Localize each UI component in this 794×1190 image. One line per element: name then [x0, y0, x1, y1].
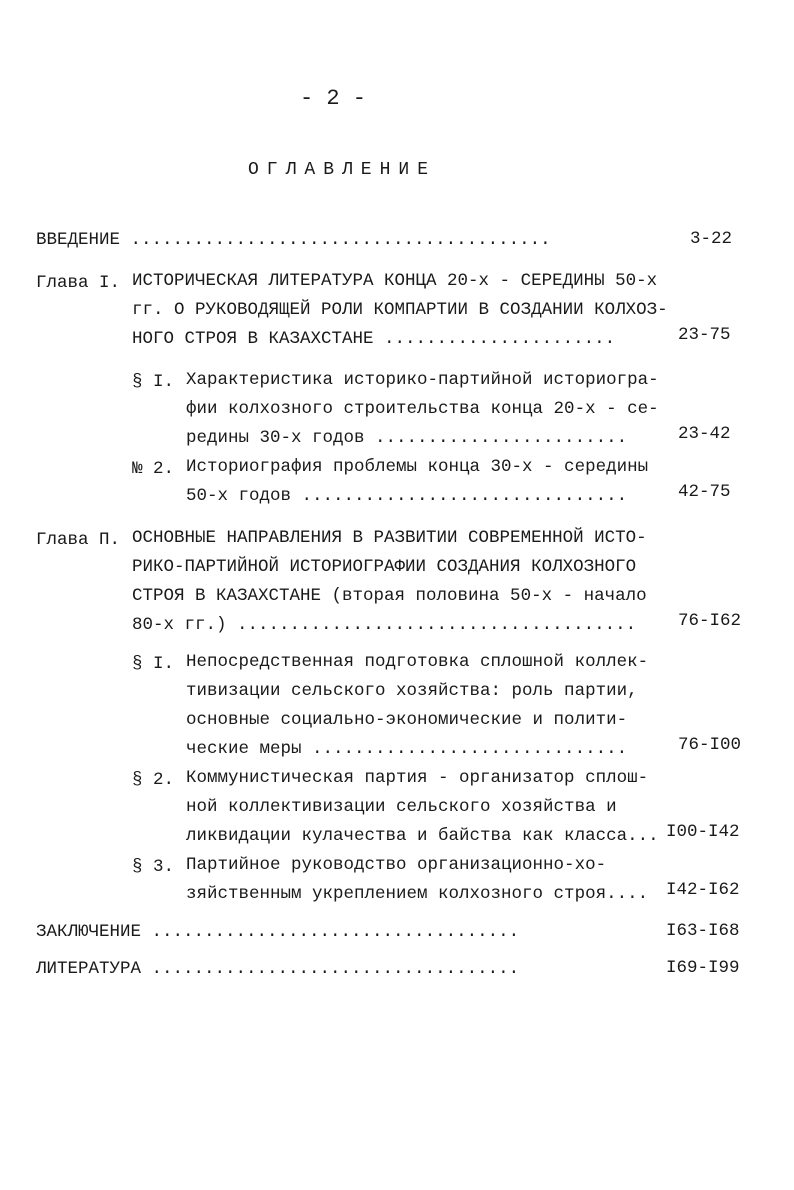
toc-pages: 76-I62	[678, 611, 742, 631]
toc-text: ВВЕДЕНИЕ ........................................	[36, 230, 551, 250]
toc-entry-intro	[36, 226, 551, 255]
section-label: § 2.	[132, 770, 175, 790]
toc-line: РИКО-ПАРТИЙНОЙ ИСТОРИОГРАФИИ СОЗДАНИЯ КОЛХОЗНОГО	[132, 557, 637, 577]
toc-entry-chapter-2	[132, 524, 647, 640]
toc-title: ОГЛАВЛЕНИЕ	[248, 160, 437, 180]
toc-line: фии колхозного строительства конца 20-х - се-	[186, 399, 659, 419]
toc-line: Коммунистическая партия - организатор сплош-	[186, 768, 649, 788]
toc-line: 50-х годов ...............................	[186, 486, 628, 506]
section-label: § I.	[132, 654, 175, 674]
toc-line: тивизации сельского хозяйства: роль партии,	[186, 681, 638, 701]
toc-line: ликвидации кулачества и байства как класса...	[186, 826, 659, 846]
toc-line: НОГО СТРОЯ В КАЗАХСТАНЕ ......................	[132, 329, 616, 349]
toc-line: гг. О РУКОВОДЯЩЕЙ РОЛИ КОМПАРТИИ В СОЗДАНИИ КОЛХОЗ-	[132, 300, 668, 320]
toc-line: Историография проблемы конца 30-х - середины	[186, 457, 649, 477]
toc-pages: 23-42	[678, 424, 731, 444]
toc-pages: I69-I99	[666, 958, 740, 978]
toc-text: ЛИТЕРАТУРА ...................................	[36, 959, 520, 979]
section-label: № 2.	[132, 459, 175, 479]
toc-line: ной коллективизации сельского хозяйства и	[186, 797, 617, 817]
toc-pages: 42-75	[678, 482, 731, 502]
section-label: § I.	[132, 372, 175, 392]
toc-line: ОСНОВНЫЕ НАПРАВЛЕНИЯ В РАЗВИТИИ СОВРЕМЕННОЙ ИСТО-	[132, 528, 647, 548]
toc-line: ческие меры ..............................	[186, 739, 628, 759]
toc-line: Непосредственная подготовка сплошной коллек-	[186, 652, 649, 672]
toc-entry-ch1-sec2	[186, 453, 648, 511]
toc-line: Партийное руководство организационно-хо-	[186, 855, 607, 875]
chapter-label: Глава П.	[36, 530, 121, 550]
toc-line: ИСТОРИЧЕСКАЯ ЛИТЕРАТУРА КОНЦА 20-х - СЕРЕДИНЫ 50-х	[132, 271, 658, 291]
toc-text: ЗАКЛЮЧЕНИЕ ...................................	[36, 922, 520, 942]
toc-entry-conclusion	[36, 918, 519, 947]
toc-entry-literature	[36, 955, 519, 984]
toc-entry-ch2-sec3	[186, 851, 648, 909]
toc-line: редины 30-х годов ........................	[186, 428, 628, 448]
toc-pages: 76-I00	[678, 735, 742, 755]
toc-entry-ch2-sec2	[186, 764, 659, 851]
toc-pages: 3-22	[690, 229, 733, 249]
toc-line: зяйственным укреплением колхозного строя....	[186, 884, 649, 904]
toc-entry-ch1-sec1	[186, 366, 659, 453]
toc-line: Характеристика историко-партийной историогра-	[186, 370, 659, 390]
toc-entry-chapter-1	[132, 267, 668, 354]
toc-line: СТРОЯ В КАЗАХСТАНЕ (вторая половина 50-х - начало	[132, 586, 647, 606]
page-number: - 2 -	[300, 86, 367, 111]
section-label: § 3.	[132, 857, 175, 877]
toc-entry-ch2-sec1	[186, 648, 648, 764]
toc-pages: I63-I68	[666, 921, 740, 941]
toc-pages: I00-I42	[666, 822, 740, 842]
toc-line: 80-х гг.) ......................................	[132, 615, 637, 635]
toc-pages: 23-75	[678, 325, 731, 345]
toc-pages: I42-I62	[666, 880, 740, 900]
chapter-label: Глава I.	[36, 273, 121, 293]
toc-line: основные социально-экономические и полити-	[186, 710, 628, 730]
